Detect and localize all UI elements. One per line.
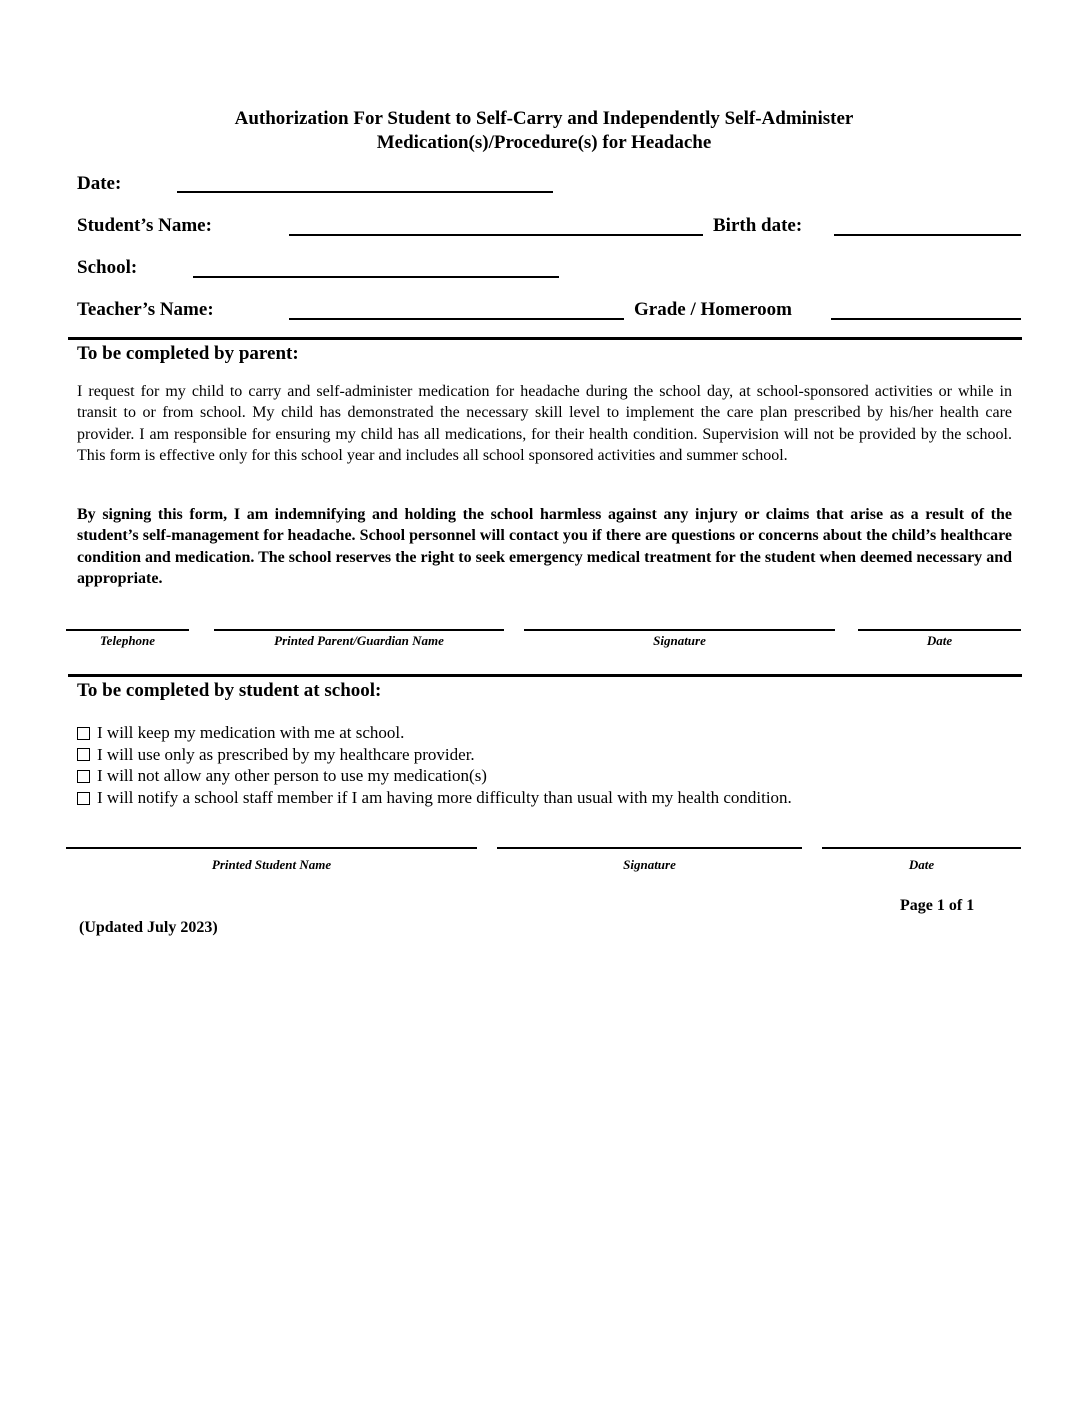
checkbox[interactable] [77, 770, 90, 783]
parent-telephone-line[interactable] [66, 629, 189, 631]
school-field[interactable] [193, 276, 559, 278]
student-signature-line[interactable] [497, 847, 802, 849]
parent-printed-name-caption: Printed Parent/Guardian Name [274, 633, 444, 648]
student-section-heading: To be completed by student at school: [77, 680, 382, 701]
grade-homeroom-field[interactable] [831, 318, 1021, 320]
checkbox[interactable] [77, 792, 90, 805]
checklist-item [77, 787, 792, 809]
checklist-item-label: I will keep my medication with me at school. [97, 723, 405, 742]
birth-date-field[interactable] [834, 234, 1021, 236]
section-divider [68, 674, 1022, 677]
checkbox[interactable] [77, 727, 90, 740]
parent-request-paragraph: I request for my child to carry and self-administer medication for headache during the school day, at school-sponsored activities or while in transit to or from school. My child has demonstrated the necessary skill level to implement the care plan prescribed by his/her health care provider. I am responsible for ensuring my child has all medications, for their health condition. Supervision will not be provided by the school. This form is effective only for this school year and includes all school sponsored activities and summer school. [77, 383, 1012, 465]
checklist-item-label: I will notify a school staff member if I am having more difficulty than usual with my health condition. [97, 787, 792, 807]
checklist-item [77, 765, 487, 787]
date-field[interactable] [177, 191, 553, 193]
parent-signature-line[interactable] [524, 629, 835, 631]
section-divider [68, 337, 1022, 340]
checkbox[interactable] [77, 748, 90, 761]
teacher-name-label: Teacher’s Name: [77, 299, 214, 320]
parent-printed-name-line[interactable] [214, 629, 504, 631]
student-printed-name-caption: Printed Student Name [211, 857, 332, 872]
parent-date-caption: Date [926, 633, 953, 648]
student-name-label: Student’s Name: [77, 215, 212, 236]
page-number: Page 1 of 1 [900, 897, 975, 914]
checklist-item-label: I will use only as prescribed by my healthcare provider. [97, 744, 475, 764]
updated-date: (Updated July 2023) [79, 919, 218, 936]
parent-section-heading: To be completed by parent: [77, 343, 299, 364]
teacher-name-field[interactable] [289, 318, 624, 320]
form-title-line2: Medication(s)/Procedure(s) for Headache [376, 132, 712, 153]
parent-date-line[interactable] [858, 629, 1021, 631]
checklist-item-label: I will not allow any other person to use my medication(s) [97, 766, 487, 786]
student-printed-name-line[interactable] [66, 847, 477, 849]
checklist-item [77, 722, 404, 744]
indemnification-paragraph: By signing this form, I am indemnifying and holding the school harmless against any injury or claims that arise as a result of the student’s self-management for headache. School personnel will contact you if there are questions or concerns about the child’s healthcare condition and medication. The school reserves the right to seek emergency medical treatment for the student when deemed necessary and appropriate. [77, 506, 1012, 588]
parent-signature-caption: Signature [653, 633, 706, 648]
grade-homeroom-label: Grade / Homeroom [634, 299, 792, 320]
telephone-caption: Telephone [99, 633, 156, 648]
school-label: School: [77, 257, 138, 278]
student-signature-caption: Signature [623, 857, 676, 872]
form-title-line1: Authorization For Student to Self-Carry and Independently Self-Administer [234, 108, 854, 129]
student-date-line[interactable] [822, 847, 1021, 849]
student-name-field[interactable] [289, 234, 703, 236]
checklist-item [77, 744, 475, 766]
birth-date-label: Birth date: [713, 215, 803, 236]
student-date-caption: Date [908, 857, 935, 872]
date-label: Date: [77, 173, 122, 194]
